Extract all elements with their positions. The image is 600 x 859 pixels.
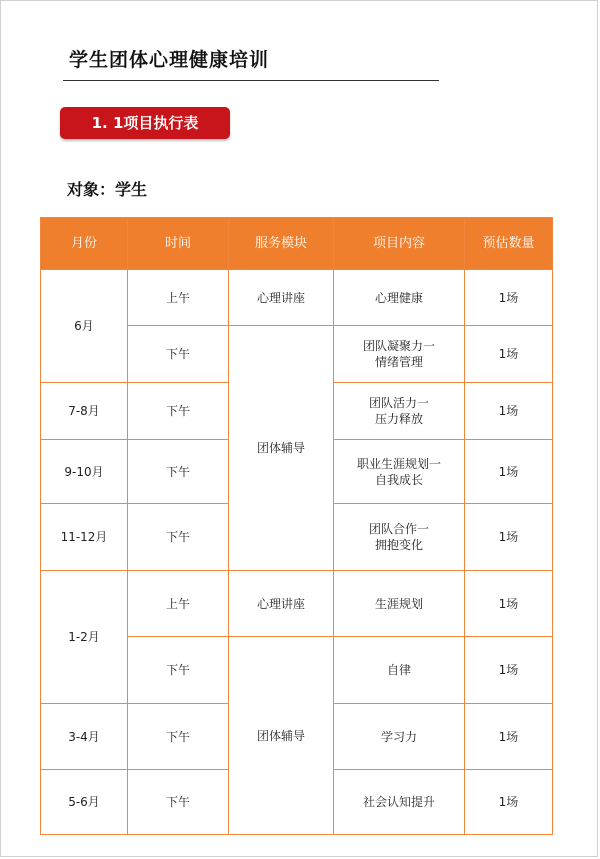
quantity-cell: 1场: [465, 704, 553, 770]
table-row: [41, 270, 553, 326]
content-cell: [334, 326, 465, 383]
content-line: 团队合作一: [368, 522, 429, 536]
content-line: 心理健康: [374, 290, 423, 305]
module-cell: 团体辅导: [229, 637, 334, 835]
module-cell: 团体辅导: [229, 326, 334, 571]
time-cell: 下午: [128, 637, 229, 704]
quantity-cell: 1场: [465, 504, 553, 571]
content-cell: [334, 571, 465, 637]
header-time: 时间: [128, 218, 229, 270]
content-cell: [334, 770, 465, 835]
quantity-cell: 1场: [465, 270, 553, 326]
content-line: 社会认知提升: [362, 795, 435, 809]
quantity-cell: 1场: [465, 440, 553, 504]
month-cell: 7-8月: [41, 383, 128, 440]
content-line: 自我成长: [374, 472, 423, 487]
module-cell: 心理讲座: [229, 571, 334, 637]
quantity-cell: 1场: [465, 770, 553, 835]
content-line: 生涯规划: [374, 596, 423, 611]
content-line: 团队凝聚力一: [362, 339, 435, 353]
content-line: 自律: [386, 663, 411, 677]
content-line: 职业生涯规划一: [356, 456, 441, 471]
title-underline: [63, 80, 439, 81]
time-cell: 下午: [128, 440, 229, 504]
content-line: 拥抱变化: [374, 538, 423, 552]
month-cell: 3-4月: [41, 704, 128, 770]
time-cell: 下午: [128, 383, 229, 440]
content-cell: [334, 704, 465, 770]
time-cell: 下午: [128, 504, 229, 571]
content-cell: [334, 383, 465, 440]
header-quantity: 预估数量: [465, 218, 553, 270]
table-row: [41, 571, 553, 637]
content-line: 团队活力一: [368, 396, 429, 410]
month-cell: 5-6月: [41, 770, 128, 835]
time-cell: 上午: [128, 571, 229, 637]
header-content: 项目内容: [334, 218, 465, 270]
module-cell: 心理讲座: [229, 270, 334, 326]
table-header-row: [41, 218, 553, 270]
month-cell: 6月: [41, 270, 128, 383]
month-cell: 9-10月: [41, 440, 128, 504]
content-cell: [334, 637, 465, 704]
schedule-table: [40, 217, 553, 835]
content-line: 压力释放: [374, 412, 423, 426]
time-cell: 下午: [128, 326, 229, 383]
content-cell: [334, 440, 465, 504]
time-cell: 下午: [128, 704, 229, 770]
content-cell: [334, 270, 465, 326]
content-line: 学习力: [380, 729, 417, 744]
quantity-cell: 1场: [465, 326, 553, 383]
header-month: 月份: [41, 218, 128, 270]
header-module: 服务模块: [229, 218, 334, 270]
page-title: 学生团体心理健康培训: [69, 49, 270, 71]
quantity-cell: 1场: [465, 383, 553, 440]
time-cell: 下午: [128, 770, 229, 835]
audience-label: 对象：学生: [67, 180, 148, 199]
time-cell: 上午: [128, 270, 229, 326]
content-cell: [334, 504, 465, 571]
month-cell: 1-2月: [41, 571, 128, 704]
content-line: 情绪管理: [374, 355, 423, 369]
quantity-cell: 1场: [465, 571, 553, 637]
section-heading-badge: 1. 1项目执行表: [60, 107, 230, 139]
month-cell: 11-12月: [41, 504, 128, 571]
quantity-cell: 1场: [465, 637, 553, 704]
